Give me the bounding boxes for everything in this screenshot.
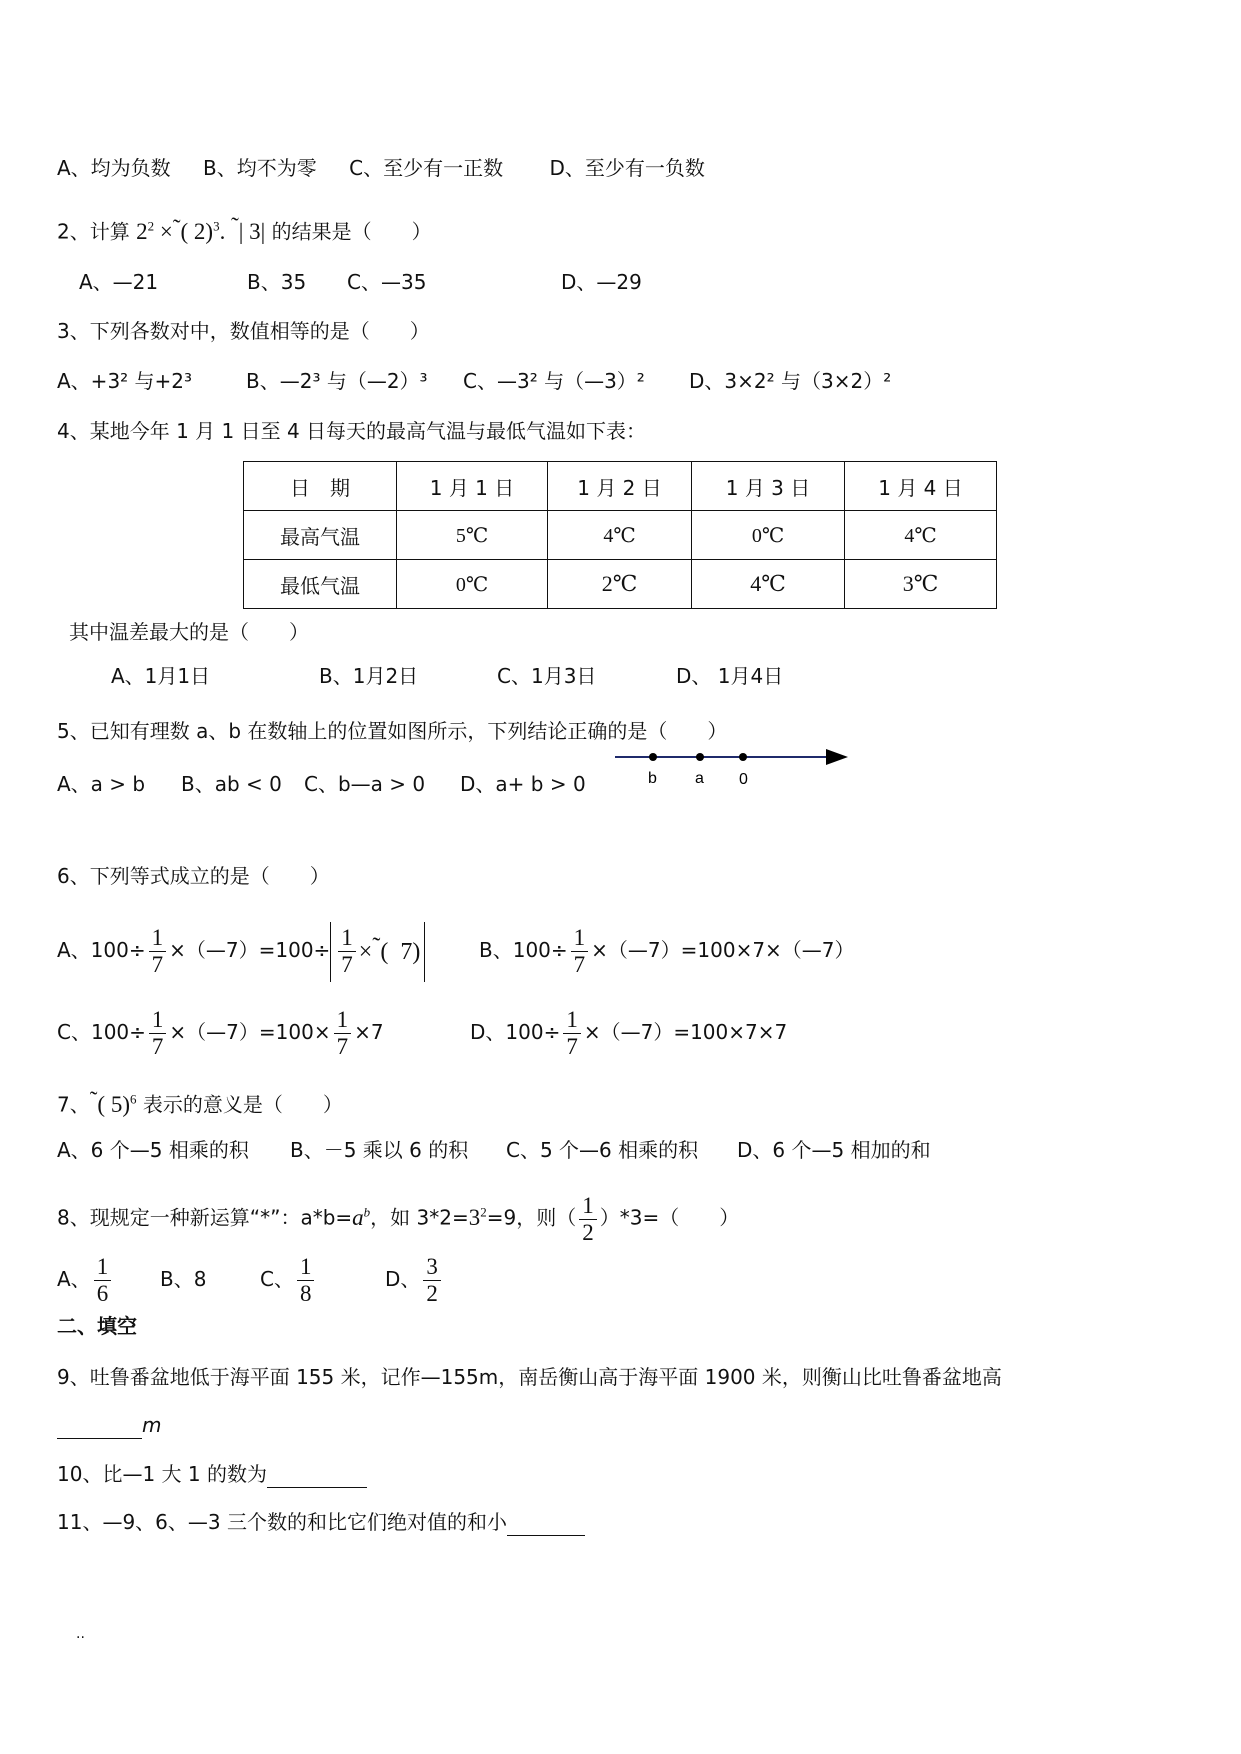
q8-option-d: D、 $\frac{3}{2}$ [385, 1249, 444, 1309]
q2-options [79, 268, 642, 296]
q5-option-b: B、ab < 0 [181, 772, 282, 796]
bracket-expression: $\frac{1}{7}$ × ˜ ( 7) [330, 922, 425, 982]
q4-question: 其中温差最大的是（ ） [69, 620, 309, 644]
temperature-table [243, 461, 997, 609]
fraction-one-seventh: $\frac{1}{7}$ [149, 925, 167, 978]
point-b [649, 753, 657, 761]
q3-options [57, 367, 892, 395]
q7-option-b: B、－5 乘以 6 的积 [290, 1138, 469, 1162]
table-cell: 0℃ [397, 560, 548, 609]
q4-option-b: B、1月2日 [319, 664, 419, 688]
fraction-one-seventh: $\frac{1}{7}$ [571, 925, 589, 978]
point-a [696, 753, 704, 761]
q5-options [57, 770, 586, 798]
q7-option-a: A、6 个—5 相乘的积 [57, 1138, 249, 1162]
q11-text: 11、—9、6、—3 三个数的和比它们绝对值的和小 [57, 1508, 585, 1536]
q5-option-c: C、b—a > 0 [304, 772, 426, 796]
table-cell: 4℃ [845, 511, 997, 560]
q8-option-b: B、8 [160, 1267, 207, 1291]
point-zero [739, 753, 747, 761]
q1-option-c: C、至少有一正数 [349, 156, 504, 180]
q7-option-d: D、6 个—5 相加的和 [737, 1138, 931, 1162]
number-line-arrow [826, 749, 848, 765]
fraction-one-seventh: $\frac{1}{7}$ [149, 1007, 167, 1060]
q1-option-a: A、均为负数 [57, 156, 171, 180]
q5-option-a: A、a > b [57, 772, 146, 796]
q3-option-c: C、—3² 与（—3）² [463, 369, 645, 393]
table-cell: 1 月 3 日 [692, 462, 845, 511]
q1-options [57, 154, 705, 182]
q6-option-a: A、100÷ $\frac{1}{7}$ ×（—7）=100÷ $\frac{1}{7}$ × ˜ ( 7) [57, 920, 425, 982]
footer-mark: .. [76, 1626, 85, 1642]
q6-option-b: B、100÷ $\frac{1}{7}$ ×（—7）=100×7×（—7） [479, 925, 855, 977]
q9-unit: m [142, 1413, 162, 1437]
table-cell: 1 月 1 日 [397, 462, 548, 511]
table-cell: 5℃ [397, 511, 548, 560]
fraction-one-half: $\frac{1}{2}$ [579, 1193, 597, 1246]
q2-stem: 2、计算 $2^2$ ×˜( 2)$^3$. ˜| 3| 的结果是（ ） [57, 212, 432, 244]
q6-option-c: C、100÷ $\frac{1}{7}$ ×（—7）=100× $\frac{1}{7}$ ×7 [57, 1007, 384, 1059]
q10-text: 10、比—1 大 1 的数为 [57, 1460, 367, 1488]
table-cell: 4℃ [548, 511, 692, 560]
table-cell: 日 期 [244, 462, 397, 511]
label-b: b [648, 770, 657, 787]
section-title: 二、填空 [57, 1314, 137, 1338]
fraction-one-seventh: $\frac{1}{7}$ [334, 1007, 352, 1060]
q4-stem: 4、某地今年 1 月 1 日至 4 日每天的最高气温与最低气温如下表： [57, 419, 647, 443]
label-a: a [695, 770, 704, 787]
q6-stem: 6、下列等式成立的是（ ） [57, 864, 330, 888]
q8-power: $a^b$ [352, 1204, 371, 1230]
q8-example: $3^2$ [468, 1204, 487, 1230]
q8-stem: 8、现规定一种新运算“*”：$a*b=a^b$，如 $3*2=3^2=9$，则（ $\frac{1}{2}$ ）*3=（ ） [57, 1192, 740, 1245]
table-cell: 3℃ [845, 560, 997, 609]
q4-options [111, 662, 784, 690]
q4-option-d: D、 1月4日 [676, 664, 784, 688]
table-cell: 1 月 4 日 [845, 462, 997, 511]
q1-option-d: D、至少有一负数 [549, 156, 705, 180]
q1-option-b: B、均不为零 [203, 156, 317, 180]
q4-option-a: A、1月1日 [111, 664, 211, 688]
answer-blank[interactable] [57, 1412, 142, 1439]
q3-option-d: D、3×2² 与（3×2）² [689, 369, 892, 393]
q6-option-d: D、100÷ $\frac{1}{7}$ ×（—7）=100×7×7 [470, 1007, 788, 1059]
q7-stem: 7、˜( 5)$^6$ 表示的意义是（ ） [57, 1086, 343, 1117]
table-cell: 最高气温 [244, 511, 397, 560]
q7-options [57, 1136, 931, 1164]
answer-blank[interactable] [267, 1461, 367, 1488]
q2-option-a: A、—21 [79, 270, 159, 294]
table-cell: 2℃ [548, 560, 692, 609]
label-zero: 0 [739, 771, 748, 788]
number-line [612, 745, 852, 795]
answer-blank[interactable] [507, 1509, 585, 1536]
table-cell: 0℃ [692, 511, 845, 560]
table-cell: 1 月 2 日 [548, 462, 692, 511]
q7-expression: ˜( 5)$^6$ [89, 1086, 137, 1117]
q9-answer-line [57, 1411, 161, 1439]
q7-option-c: C、5 个—6 相乘的积 [506, 1138, 699, 1162]
table-header-row [244, 462, 997, 511]
fraction-one-seventh: $\frac{1}{7}$ [563, 1007, 581, 1060]
q2-option-d: D、—29 [561, 270, 642, 294]
q3-stem: 3、下列各数对中，数值相等的是（ ） [57, 319, 430, 343]
q2-expression: $2^2$ ×˜( 2)$^3$. ˜| 3| [136, 212, 266, 244]
table-cell: 最低气温 [244, 560, 397, 609]
q9-text: 9、吐鲁番盆地低于海平面 155 米，记作—155m，南岳衡山高于海平面 1900 米，则衡山比吐鲁番盆地高 [57, 1365, 1002, 1389]
q5-stem: 5、已知有理数 a、b 在数轴上的位置如图所示，下列结论正确的是（ ） [57, 719, 728, 743]
q3-option-b: B、—2³ 与（—2）³ [246, 369, 428, 393]
q8-option-a: A、 $\frac{1}{6}$ [57, 1267, 114, 1291]
table-cell: 4℃ [692, 560, 845, 609]
q8-option-c: C、 $\frac{1}{8}$ [260, 1249, 317, 1309]
q4-option-c: C、1月3日 [497, 664, 597, 688]
q2-option-b: B、35 [247, 270, 307, 294]
q5-option-d: D、a+ b > 0 [460, 772, 586, 796]
table-row [244, 511, 997, 560]
q2-option-c: C、—35 [347, 270, 427, 294]
q8-options [57, 1249, 438, 1309]
q3-option-a: A、+3² 与+2³ [57, 369, 193, 393]
table-row [244, 560, 997, 609]
